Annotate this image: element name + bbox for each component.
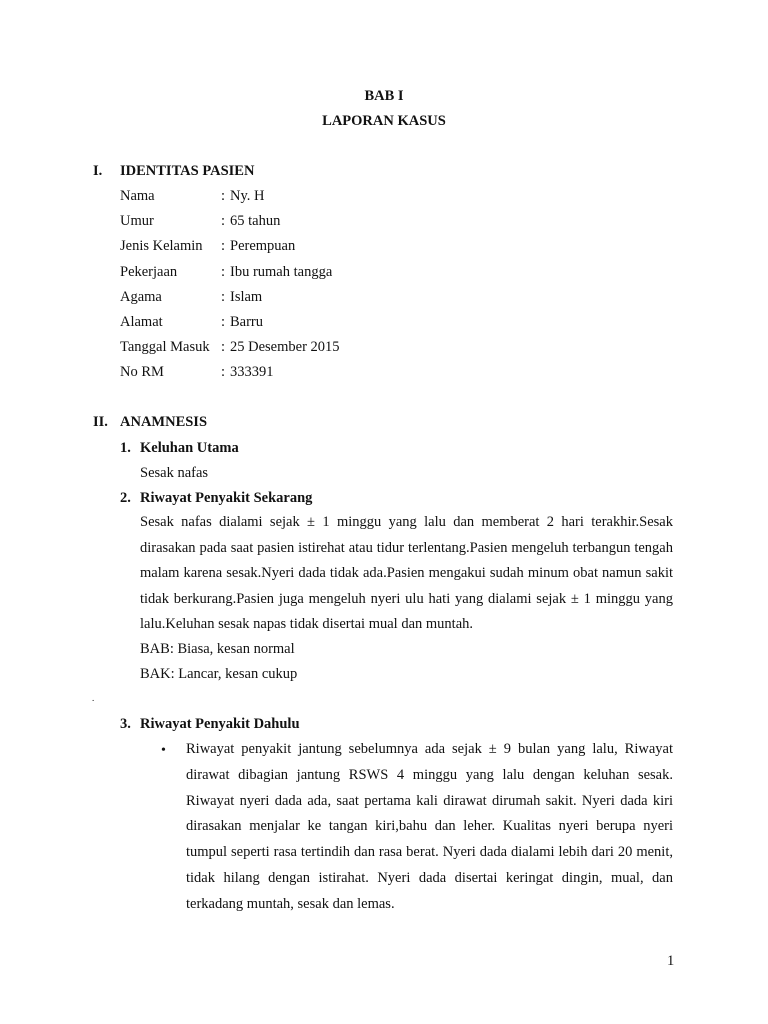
riwayat-dahulu-paragraph: Riwayat penyakit jantung sebelumnya ada sejak ± 9 bulan yang lalu, Riwayat dirawat dibagian jantung RSWS 4 minggu yang lalu dengan keluhan sesak. Riwayat nyeri dada ada, saat pertama kali dirawat dirumah sakit. Nyeri dada kiri dirasakan menjalar ke tangan kiri,bahu dan leher. Kualitas nyeri berupa nyeri tumpul seperti rasa tertindih dan rasa berat. Nyeri dada dialami lebih dari 20 menit, tidak hilang dengan istirahat. Nyeri dada disertai keringat dingin, mual, dan terkadang muntah, sesak dan lemas.	[186, 741, 673, 912]
chapter-title: LAPORAN KASUS	[322, 113, 446, 129]
field-label: Jenis Kelamin	[120, 238, 203, 254]
field-label: Agama	[120, 289, 162, 305]
subsection-1-number: 1.	[120, 440, 131, 456]
subsection-3-title: Riwayat Penyakit Dahulu	[140, 716, 300, 732]
section-1-numeral: I.	[93, 163, 103, 179]
chapter-heading: BAB I	[364, 88, 404, 104]
field-colon: :	[221, 289, 226, 305]
subsection-1-title: Keluhan Utama	[140, 440, 239, 456]
field-label: No RM	[120, 364, 164, 380]
stray-mark: .	[92, 693, 95, 703]
field-label: Pekerjaan	[120, 264, 178, 280]
section-2-title: ANAMNESIS	[120, 414, 208, 430]
field-colon: :	[221, 238, 226, 254]
field-value: Ibu rumah tangga	[230, 264, 333, 280]
section-1-title: IDENTITAS PASIEN	[120, 163, 255, 179]
field-label: Nama	[120, 188, 155, 204]
field-label: Umur	[120, 213, 154, 229]
field-label: Tanggal Masuk	[120, 339, 210, 355]
field-colon: :	[221, 213, 226, 229]
bab-line: BAB: Biasa, kesan normal	[140, 641, 295, 657]
subsection-2-number: 2.	[120, 490, 131, 506]
field-label: Alamat	[120, 314, 163, 330]
keluhan-utama-text: Sesak nafas	[140, 465, 209, 481]
field-colon: :	[221, 188, 226, 204]
field-colon: :	[221, 264, 226, 280]
riwayat-sekarang-paragraph: Sesak nafas dialami sejak ± 1 minggu yang lalu dan memberat 2 hari terakhir.Sesak dirasakan pada saat pasien istirehat atau tidur terlentang.Pasien mengeluh terbangun tengah malam karena sesak.Nyeri dada tidak ada.Pasien mengakui sudah minum obat namun sakit tidak berkurang.Pasien juga mengeluh nyeri ulu hati yang dialami sejak ± 1 minggu yang lalu.Keluhan sesak napas tidak disertai mual dan muntah.	[140, 514, 673, 633]
field-value: Ny. H	[230, 188, 265, 204]
field-colon: :	[221, 364, 226, 380]
subsection-3-number: 3.	[120, 716, 131, 732]
field-value: 333391	[230, 364, 274, 380]
field-value: 65 tahun	[230, 213, 281, 229]
field-value: 25 Desember 2015	[230, 339, 340, 355]
field-colon: :	[221, 339, 226, 355]
field-value: Islam	[230, 289, 263, 305]
section-2-numeral: II.	[93, 414, 108, 430]
field-value: Barru	[230, 314, 264, 330]
bullet-icon: •	[161, 743, 166, 758]
page-number: 1	[667, 953, 675, 969]
subsection-2-title: Riwayat Penyakit Sekarang	[140, 490, 313, 506]
field-value: Perempuan	[230, 238, 296, 254]
field-colon: :	[221, 314, 226, 330]
bak-line: BAK: Lancar, kesan cukup	[140, 666, 298, 682]
